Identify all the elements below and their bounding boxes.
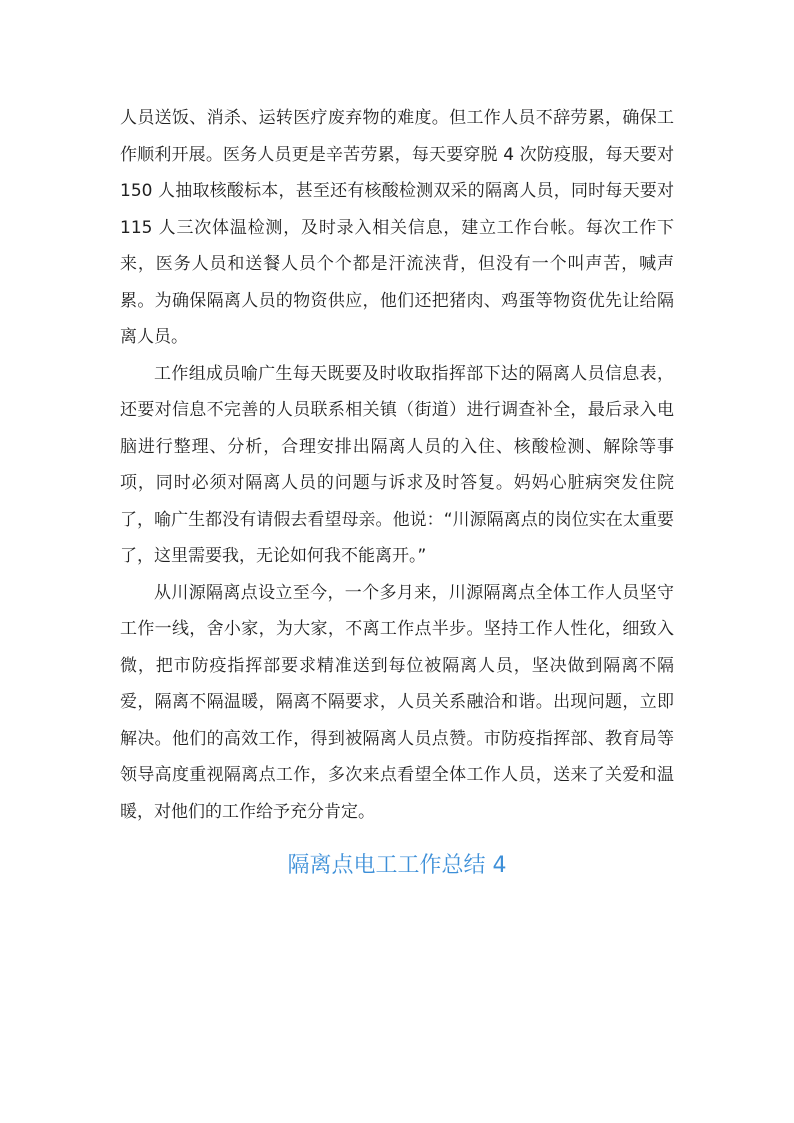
paragraph-2: 工作组成员喻广生每天既要及时收取指挥部下达的隔离人员信息表，还要对信息不完善的人员联系相关镇（街道）进行调查补全，最后录入电脑进行整理、分析，合理安排出隔离人员的入住、核酸检测、解除等事项，同时必须对隔离人员的问题与诉求及时答复。妈妈心脏病突发住院了，喻广生都没有请假去看望母亲。他说：“川源隔离点的岗位实在太重要了，这里需要我，无论如何我不能离开。”: [120, 363, 674, 566]
paragraph-3: 从川源隔离点设立至今，一个多月来，川源隔离点全体工作人员坚守工作一线，舍小家，为大家，不离工作点半步。坚持工作人性化，细致入微，把市防疫指挥部要求精准送到每位被隔离人员，坚决做到隔离不隔爱，隔离不隔温暖，隔离不隔要求，人员关系融洽和谐。出现问题，立即解决。他们的高效工作，得到被隔离人员点赞。市防疫指挥部、教育局等领导高度重视隔离点工作，多次来点看望全体工作人员，送来了关爱和温暖，对他们的工作给予充分肯定。: [120, 582, 674, 822]
paragraph-1: 人员送饭、消杀、运转医疗废弃物的难度。但工作人员不辞劳累，确保工作顺利开展。医务人员更是辛苦劳累，每天要穿脱 4 次防疫服，每天要对 150 人抽取核酸标本，甚至还有核酸检测双采的隔离人员，同时每天要对 115 人三次体温检测，及时录入相关信息，建立工作台帐。每次工作下来，医务人员和送餐人员个个都是汗流浃背，但没有一个叫声苦，喊声累。为确保隔离人员的物资供应，他们还把猪肉、鸡蛋等物资优先让给隔离人员。: [120, 108, 674, 347]
document-body: [120, 100, 674, 884]
section-heading: 隔离点电工工作总结 4: [287, 853, 507, 878]
